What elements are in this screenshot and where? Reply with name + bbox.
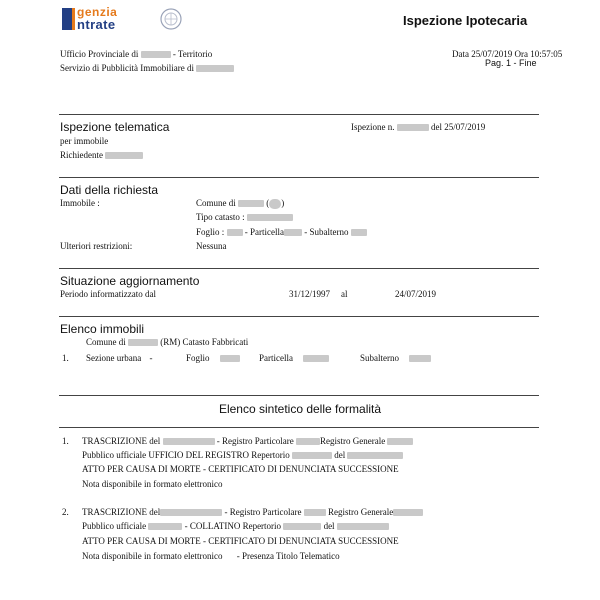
office-suffix: - Territorio xyxy=(172,49,213,59)
formalita-num: 1. xyxy=(62,436,69,446)
immobile-particella-label: Particella xyxy=(259,353,293,363)
registro-generale-label: Registro Generale xyxy=(327,507,394,517)
redacted-tipo-catasto xyxy=(247,214,293,221)
formalita-line-4 xyxy=(82,551,340,561)
immobile-foglio-label: Foglio xyxy=(186,353,210,363)
service-prefix: Servizio di Pubblicità Immobiliare di xyxy=(60,63,194,73)
logo-text-bottom: ntrate xyxy=(77,17,116,32)
foglio-label: Foglio : xyxy=(196,227,225,237)
redacted-reg-gen xyxy=(387,438,413,445)
redacted-subalterno xyxy=(351,229,367,236)
subalterno-label: - Subalterno xyxy=(304,227,349,237)
redacted-immobile-subalterno xyxy=(409,355,431,362)
del-label: del xyxy=(323,521,335,531)
formalita-line-2 xyxy=(82,450,403,460)
section-title-richiesta: Dati della richiesta xyxy=(60,183,159,197)
immobile-row-num: 1. xyxy=(62,353,69,363)
ulteriori-value: Nessuna xyxy=(196,241,227,251)
section-title-formalita: Elenco sintetico delle formalità xyxy=(218,402,382,416)
formalita-line-3: ATTO PER CAUSA DI MORTE - CERTIFICATO DI DENUNCIATA SUCCESSIONE xyxy=(82,536,399,546)
office-prefix: Ufficio Provinciale di xyxy=(60,49,139,59)
redacted-provincia xyxy=(269,199,281,209)
agenzia-entrate-logo xyxy=(60,4,186,34)
immobili-comune-prefix: Comune di xyxy=(86,337,126,347)
periodo-al: al xyxy=(341,289,348,299)
sezione-label: Sezione urbana xyxy=(86,353,142,363)
redacted-reg-part xyxy=(304,509,326,516)
page-title: Ispezione Ipotecaria xyxy=(403,13,528,28)
report-date: Data 25/07/2019 Ora 10:57:05 xyxy=(452,49,563,59)
immobili-comune-suffix: (RM) Catasto Fabbricati xyxy=(160,337,249,347)
titolo-telematico-label: - Presenza Titolo Telematico xyxy=(236,551,340,561)
comune-prefix: Comune di xyxy=(196,198,236,208)
immobile-subalterno xyxy=(360,353,431,363)
redacted-immobile-foglio xyxy=(220,355,240,362)
page-number: Pag. 1 - Fine xyxy=(485,58,537,68)
del-label: del xyxy=(334,450,346,460)
ispezione-number-prefix: Ispezione n. xyxy=(351,122,395,132)
redacted-rep-date xyxy=(337,523,389,530)
richiedente-label: Richiedente xyxy=(60,150,103,160)
pubblico-ufficiale-label: Pubblico ufficiale xyxy=(82,521,147,531)
section-title-immobili: Elenco immobili xyxy=(60,322,145,336)
registro-particolare-label: - Registro Particolare xyxy=(216,436,294,446)
ispezione-number-suffix: del 25/07/2019 xyxy=(430,122,486,132)
section-title-ispezione: Ispezione telematica xyxy=(60,120,170,134)
richiedente-line xyxy=(60,150,143,160)
redacted-comune xyxy=(238,200,264,207)
logo-text-top: genzia xyxy=(77,5,118,19)
comune-line xyxy=(196,198,284,209)
section-title-aggiornamento: Situazione aggiornamento xyxy=(60,274,200,288)
divider xyxy=(59,268,539,269)
redacted-repertorio xyxy=(283,523,321,530)
immobile-subalterno-label: Subalterno xyxy=(360,353,399,363)
redacted-particella xyxy=(284,229,302,236)
ulteriori-label: Ulteriori restrizioni: xyxy=(60,241,133,251)
redacted-ufficiale xyxy=(148,523,182,530)
redacted-province xyxy=(141,51,171,58)
immobile-foglio xyxy=(186,353,240,363)
redacted-immobili-comune xyxy=(128,339,158,346)
formalita-line-1 xyxy=(82,436,413,446)
divider xyxy=(59,316,539,317)
formalita-line-2 xyxy=(82,521,389,531)
formalita-line-1 xyxy=(82,507,423,517)
pubblico-ufficiale-label: Pubblico ufficiale UFFICIO DEL REGISTRO Repertorio xyxy=(82,450,290,460)
redacted-ispezione-number xyxy=(397,124,429,131)
foglio-line xyxy=(196,227,367,237)
redacted-date xyxy=(160,509,222,516)
collatino-repertorio-label: - COLLATINO Repertorio xyxy=(184,521,282,531)
immobile-sezione xyxy=(86,353,152,363)
periodo-label: Periodo informatizzato dal xyxy=(60,289,156,299)
periodo-to: 24/07/2019 xyxy=(395,289,437,299)
immobili-comune-line xyxy=(86,337,248,347)
trascrizione-label: TRASCRIZIONE del xyxy=(82,507,161,517)
redacted-repertorio xyxy=(292,452,332,459)
immobile-label: Immobile : xyxy=(60,198,100,208)
redacted-reg-part xyxy=(296,438,320,445)
divider xyxy=(59,395,539,396)
ispezione-number xyxy=(351,122,485,132)
redacted-immobile-particella xyxy=(303,355,329,362)
nota-label: Nota disponibile in formato elettronico xyxy=(82,551,223,561)
paren-open: ( xyxy=(266,198,270,208)
service-line xyxy=(60,63,234,73)
periodo-from: 31/12/1997 xyxy=(289,289,331,299)
redacted-rep-date xyxy=(347,452,403,459)
per-immobile: per immobile xyxy=(60,136,109,146)
sezione-dash: - xyxy=(149,353,153,363)
tipo-catasto-line xyxy=(196,212,293,222)
divider xyxy=(59,177,539,178)
redacted-richiedente xyxy=(105,152,143,159)
trascrizione-label: TRASCRIZIONE del xyxy=(82,436,161,446)
redacted-service xyxy=(196,65,234,72)
paren-close: ) xyxy=(281,198,285,208)
formalita-line-4: Nota disponibile in formato elettronico xyxy=(82,479,223,489)
divider xyxy=(59,114,539,115)
formalita-num: 2. xyxy=(62,507,69,517)
redacted-date xyxy=(163,438,215,445)
redacted-foglio xyxy=(227,229,243,236)
office-line xyxy=(60,49,212,59)
formalita-line-3: ATTO PER CAUSA DI MORTE - CERTIFICATO DI DENUNCIATA SUCCESSIONE xyxy=(82,464,399,474)
particella-label: - Particella xyxy=(244,227,284,237)
divider xyxy=(59,427,539,428)
redacted-reg-gen xyxy=(393,509,423,516)
registro-generale-label: Registro Generale xyxy=(319,436,386,446)
immobile-particella xyxy=(259,353,329,363)
tipo-catasto-label: Tipo catasto : xyxy=(196,212,245,222)
registro-particolare-label: - Registro Particolare xyxy=(224,507,302,517)
